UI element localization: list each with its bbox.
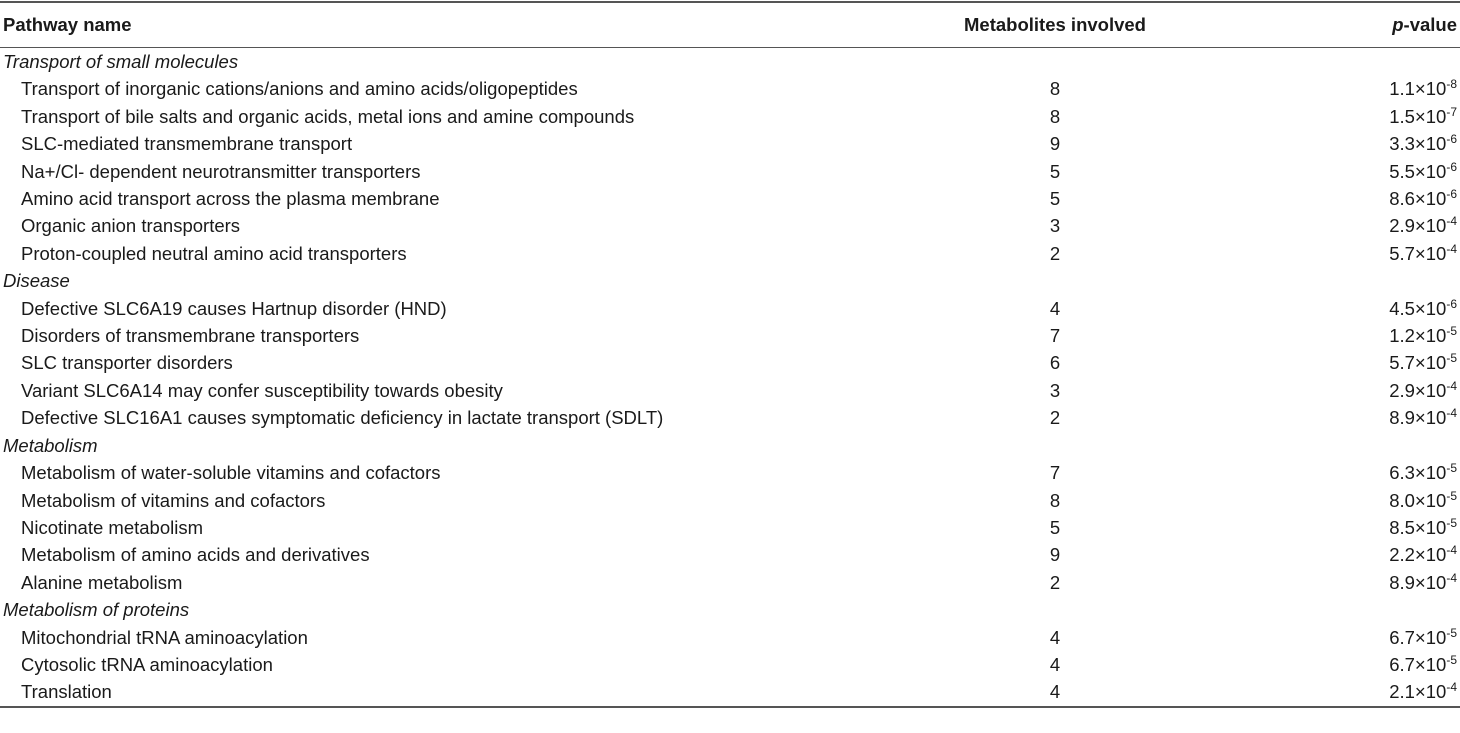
table-row <box>0 295 1460 322</box>
table-row <box>0 130 1460 157</box>
table-row <box>0 569 1460 596</box>
header-p-value <box>1230 3 1460 47</box>
pathway-name-cell: Transport of inorganic cations/anions and amino acids/oligopeptides <box>21 78 578 100</box>
category-row <box>0 432 1460 459</box>
table-row <box>0 459 1460 486</box>
metabolites-count-cell: 5 <box>1049 516 1061 538</box>
metabolites-count-cell: 8 <box>1049 105 1061 127</box>
table-row <box>0 541 1460 568</box>
p-value-mantissa: 3.3×10 <box>1389 133 1447 155</box>
p-value-cell <box>1230 678 1460 705</box>
p-value-mantissa: 6.7×10 <box>1389 626 1447 648</box>
pathway-name-cell: Na+/Cl- dependent neurotransmitter transporters <box>21 160 421 182</box>
p-value-cell <box>1230 240 1460 267</box>
table-row <box>0 404 1460 431</box>
category-row <box>0 596 1460 623</box>
pathway-name-cell: Transport of bile salts and organic acids, metal ions and amine compounds <box>21 105 635 127</box>
p-value-cell <box>1230 75 1460 102</box>
pathway-name-cell: SLC-mediated transmembrane transport <box>21 133 353 155</box>
metabolites-count-cell: 7 <box>1049 462 1061 484</box>
metabolites-count-cell: 8 <box>1049 78 1061 100</box>
table-row <box>0 651 1460 678</box>
metabolites-count-cell: 2 <box>1049 571 1061 593</box>
header-pathway-name: Pathway name <box>3 14 132 35</box>
p-value-exponent: -6 <box>1446 296 1457 311</box>
p-value-mantissa: 8.9×10 <box>1389 571 1447 593</box>
p-value-cell <box>1230 651 1460 678</box>
table-body <box>0 47 1460 706</box>
table-row <box>0 678 1460 705</box>
p-value-cell <box>1230 541 1460 568</box>
p-value-exponent: -6 <box>1446 187 1457 202</box>
p-value-mantissa: 5.7×10 <box>1389 352 1447 374</box>
table-row <box>0 240 1460 267</box>
p-value-mantissa: 8.5×10 <box>1389 516 1447 538</box>
p-value-mantissa: 2.2×10 <box>1389 544 1447 566</box>
table-row <box>0 158 1460 185</box>
table-row <box>0 103 1460 130</box>
metabolites-count-cell: 2 <box>1049 242 1061 264</box>
p-value-exponent: -5 <box>1446 324 1457 339</box>
p-value-mantissa: 6.3×10 <box>1389 462 1447 484</box>
p-value-mantissa: 5.5×10 <box>1389 160 1447 182</box>
pathway-name-cell: Defective SLC16A1 causes symptomatic deficiency in lactate transport (SDLT) <box>21 407 664 429</box>
p-value-exponent: -5 <box>1446 351 1457 366</box>
pathway-name-cell: Defective SLC6A19 causes Hartnup disorder (HND) <box>21 297 447 319</box>
p-value-mantissa: 6.7×10 <box>1389 653 1447 675</box>
p-value-exponent: -6 <box>1446 132 1457 147</box>
p-value-mantissa: 1.1×10 <box>1389 78 1447 100</box>
p-value-cell <box>1230 624 1460 651</box>
table-row <box>0 514 1460 541</box>
table-row <box>0 487 1460 514</box>
pathway-name-cell: Proton-coupled neutral amino acid transporters <box>21 242 407 264</box>
p-value-exponent: -5 <box>1446 652 1457 667</box>
pathway-name-cell: Organic anion transporters <box>21 215 241 237</box>
metabolites-count-cell: 3 <box>1049 379 1061 401</box>
metabolites-count-cell: 3 <box>1049 215 1061 237</box>
p-value-cell <box>1230 185 1460 212</box>
p-value-exponent: -4 <box>1446 543 1457 558</box>
table-row <box>0 185 1460 212</box>
bottom-rule <box>0 706 1460 708</box>
p-value-cell <box>1230 404 1460 431</box>
table-row <box>0 624 1460 651</box>
p-value-exponent: -5 <box>1446 461 1457 476</box>
p-value-mantissa: 8.6×10 <box>1389 188 1447 210</box>
p-value-mantissa: 2.1×10 <box>1389 681 1447 703</box>
metabolites-count-cell: 5 <box>1049 188 1061 210</box>
metabolites-count-cell: 4 <box>1049 626 1061 648</box>
header-p-value-italic-p: p <box>1392 14 1404 35</box>
metabolites-count-cell: 6 <box>1049 352 1061 374</box>
pathway-name-cell: Translation <box>21 681 112 703</box>
p-value-exponent: -5 <box>1446 625 1457 640</box>
pathway-name-cell: Cytosolic tRNA aminoacylation <box>21 653 273 675</box>
p-value-cell <box>1230 349 1460 376</box>
pathway-name-cell: Amino acid transport across the plasma membrane <box>21 188 440 210</box>
category-label: Metabolism <box>3 434 98 456</box>
metabolites-count-cell: 7 <box>1049 325 1061 347</box>
p-value-exponent: -5 <box>1446 488 1457 503</box>
p-value-exponent: -4 <box>1446 214 1457 229</box>
header-p-value-suffix: -value <box>1403 14 1457 35</box>
metabolites-count-cell: 4 <box>1049 681 1061 703</box>
p-value-mantissa: 4.5×10 <box>1389 297 1447 319</box>
p-value-exponent: -7 <box>1446 104 1457 119</box>
category-row <box>0 48 1460 75</box>
header-metabolites-involved: Metabolites involved <box>964 14 1146 35</box>
pathway-name-cell: Metabolism of water-soluble vitamins and cofactors <box>21 462 441 484</box>
category-label: Transport of small molecules <box>3 51 239 72</box>
table-row <box>0 349 1460 376</box>
p-value-cell <box>1230 158 1460 185</box>
table-row <box>0 212 1460 239</box>
pathway-name-cell: Nicotinate metabolism <box>21 516 203 538</box>
p-value-cell <box>1230 459 1460 486</box>
metabolites-count-cell: 2 <box>1049 407 1061 429</box>
pathway-name-cell: Alanine metabolism <box>21 571 183 593</box>
p-value-exponent: -4 <box>1446 241 1457 256</box>
pathway-name-cell: Variant SLC6A14 may confer susceptibility towards obesity <box>21 379 503 401</box>
p-value-mantissa: 8.9×10 <box>1389 407 1447 429</box>
pathway-name-cell: Metabolism of amino acids and derivatives <box>21 544 370 566</box>
p-value-cell <box>1230 130 1460 157</box>
p-value-cell <box>1230 322 1460 349</box>
category-label: Disease <box>3 270 70 292</box>
p-value-exponent: -6 <box>1446 159 1457 174</box>
table-header <box>0 3 1460 47</box>
p-value-cell <box>1230 295 1460 322</box>
p-value-cell <box>1230 212 1460 239</box>
metabolites-count-cell: 9 <box>1049 544 1061 566</box>
p-value-exponent: -4 <box>1446 570 1457 585</box>
p-value-cell <box>1230 487 1460 514</box>
p-value-cell <box>1230 569 1460 596</box>
pathway-table-container <box>0 1 1460 708</box>
p-value-exponent: -4 <box>1446 680 1457 695</box>
metabolites-count-cell: 4 <box>1049 653 1061 675</box>
metabolites-count-cell: 8 <box>1049 489 1061 511</box>
p-value-mantissa: 1.5×10 <box>1389 105 1447 127</box>
pathway-name-cell: Metabolism of vitamins and cofactors <box>21 489 326 511</box>
p-value-exponent: -8 <box>1446 77 1457 92</box>
category-label: Metabolism of proteins <box>3 599 190 621</box>
pathway-table <box>0 3 1460 706</box>
pathway-name-cell: Mitochondrial tRNA aminoacylation <box>21 626 308 648</box>
p-value-mantissa: 2.9×10 <box>1389 215 1447 237</box>
pathway-name-cell: SLC transporter disorders <box>21 352 233 374</box>
category-row <box>0 267 1460 294</box>
p-value-mantissa: 8.0×10 <box>1389 489 1447 511</box>
p-value-cell <box>1230 103 1460 130</box>
p-value-exponent: -4 <box>1446 406 1457 421</box>
p-value-exponent: -5 <box>1446 515 1457 530</box>
p-value-mantissa: 2.9×10 <box>1389 379 1447 401</box>
p-value-cell <box>1230 377 1460 404</box>
p-value-cell <box>1230 514 1460 541</box>
p-value-mantissa: 5.7×10 <box>1389 242 1447 264</box>
header-row <box>0 3 1460 47</box>
metabolites-count-cell: 4 <box>1049 297 1061 319</box>
p-value-mantissa: 1.2×10 <box>1389 325 1447 347</box>
metabolites-count-cell: 5 <box>1049 160 1061 182</box>
p-value-exponent: -4 <box>1446 378 1457 393</box>
table-row <box>0 75 1460 102</box>
metabolites-count-cell: 9 <box>1049 133 1061 155</box>
table-row <box>0 377 1460 404</box>
pathway-name-cell: Disorders of transmembrane transporters <box>21 325 360 347</box>
table-row <box>0 322 1460 349</box>
